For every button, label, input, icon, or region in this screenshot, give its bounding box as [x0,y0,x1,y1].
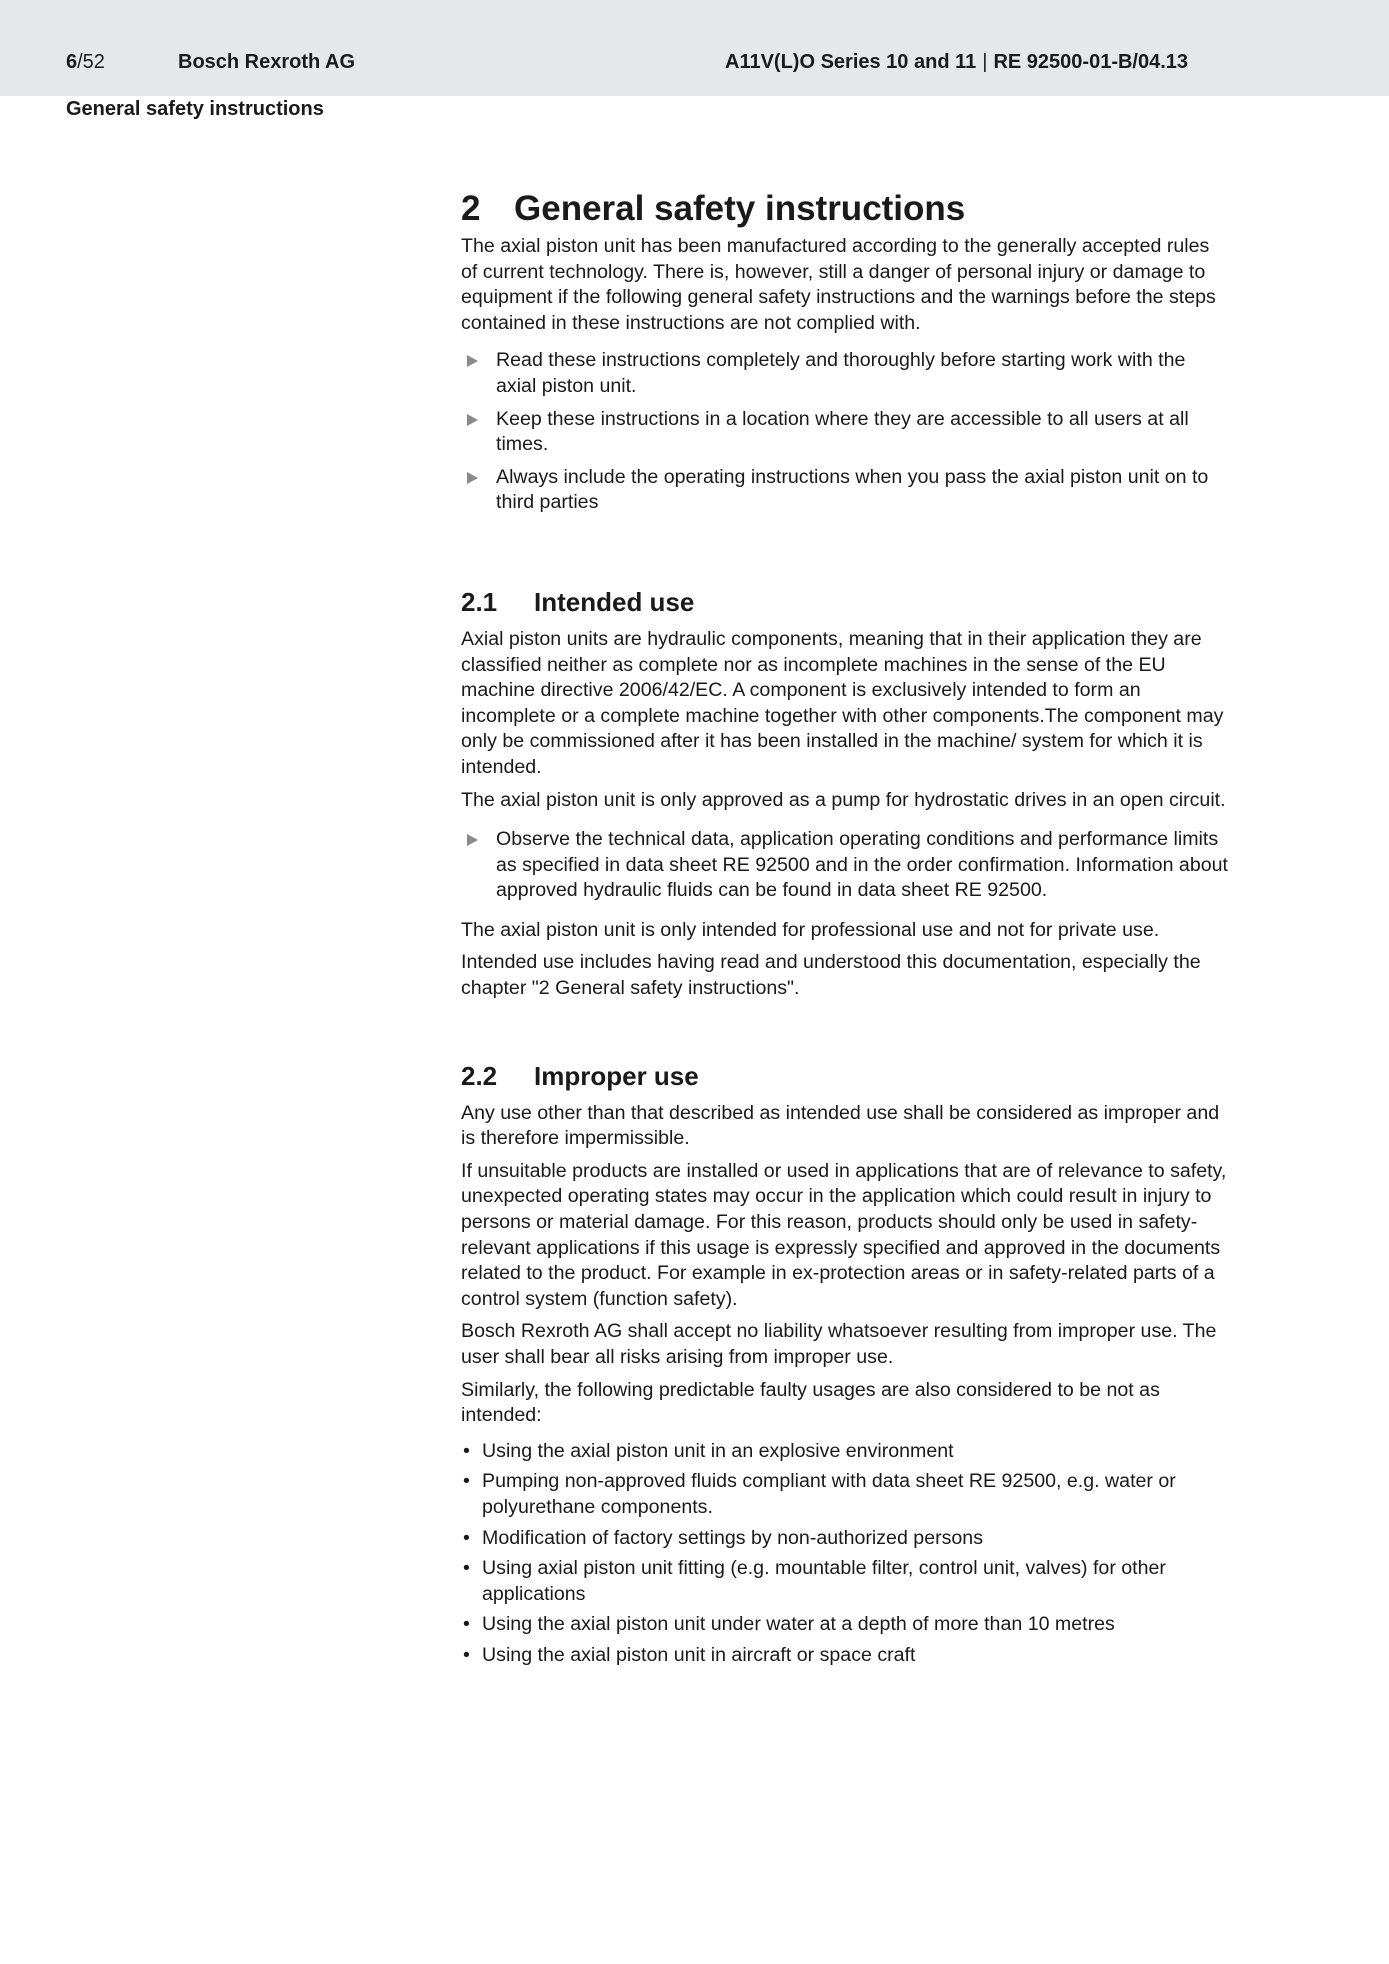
subsection-number: 2.2 [461,1060,498,1091]
bullet-icon: • [463,1470,470,1493]
list-item-text: Using the axial piston unit in aircraft or space craft [482,1643,916,1666]
subsection-number: 2.1 [461,586,498,617]
intro-paragraph: The axial piston unit has been manufactured according to the generally accepted rules of current technology. There is, however, still a danger of personal injury or damage to equipment if the following general safety instructions and the warnings before the steps contained in these instructions are not complied with. [461,235,1216,334]
list-item-text: Using axial piston unit fitting (e.g. mountable filter, control unit, valves) for other applications [482,1557,1166,1605]
bullet-icon: • [463,1643,470,1666]
header-separator: | [982,51,988,73]
list-item [461,465,1231,516]
page-total: /52 [77,51,105,73]
list-item [461,1469,1231,1520]
list-item-text: Observe the technical data, application operating conditions and performance limits as specified in data sheet RE 92500 and in the order confirmation. Information about approved hydraulic fluids can be found in data sheet RE 92500. [496,828,1228,902]
section-number: 2 [461,189,481,228]
subsection-heading [461,1059,1231,1093]
list-item-text: Modification of factory settings by non-authorized persons [482,1526,983,1549]
instruction-list [461,348,1231,516]
bullet-icon: • [463,1439,470,1462]
triangle-bullet-icon [467,414,478,426]
paragraph: Any use other than that described as intended use shall be considered as improper and is therefore impermissible. [461,1101,1220,1150]
triangle-bullet-icon [467,472,478,484]
document-number: RE 92500-01-B/04.13 [993,51,1189,73]
subsection-heading [461,585,1231,619]
paragraph: If unsuitable products are installed or used in applications that are of relevance to safety, unexpected operating states may occur in the application which could result in injury to persons or material damage. For this reason, products should only be used in safety-relevant applications if this usage is expressly specified and approved in the documents related to the product. For example in ex-protection areas or in safety-related parts of a control system (function safety). [461,1159,1227,1310]
page-number [66,50,105,74]
bullet-icon: • [463,1557,470,1580]
list-item-text: Keep these instructions in a location where they are accessible to all users at all times. [496,407,1189,456]
section-title: General safety instructions [514,189,966,228]
document-id [725,50,1188,74]
paragraph: Axial piston units are hydraulic components, meaning that in their application they are classified neither as complete nor as incomplete machines in the sense of the EU machine directive 2006/42/EC. A component is exclusively intended to form an incomplete or a complete machine together with other components.The component may only be commissioned after it has been installed in the machine/ system for which it is intended. [461,627,1224,778]
list-item [461,1643,1231,1669]
running-title: General safety instructions [66,98,324,120]
section-heading [461,188,1231,230]
faulty-usage-list [461,1439,1231,1669]
list-item [461,348,1231,399]
bullet-icon: • [463,1613,470,1636]
paragraph: Intended use includes having read and understood this documentation, especially the chapter "2 General safety instructions". [461,951,1201,1000]
subsection-title: Intended use [534,586,695,617]
list-item [461,1612,1231,1638]
list-item [461,407,1231,458]
list-item [461,827,1231,904]
subsection-title: Improper use [534,1060,699,1091]
list-item-text: Using the axial piston unit under water at a depth of more than 10 metres [482,1613,1115,1636]
page-current: 6 [66,51,78,73]
triangle-bullet-icon [467,355,478,367]
page-header [0,0,1389,96]
instruction-list [461,827,1231,904]
list-item-text: Pumping non-approved fluids compliant with data sheet RE 92500, e.g. water or polyurethane components. [482,1470,1176,1518]
list-item [461,1526,1231,1552]
paragraph: Bosch Rexroth AG shall accept no liability whatsoever resulting from improper use. The user shall bear all risks arising from improper use. [461,1320,1217,1368]
triangle-bullet-icon [467,834,478,846]
main-content [461,188,1231,1674]
list-item-text: Always include the operating instructions when you pass the axial piston unit on to third parties [496,465,1209,514]
bullet-icon: • [463,1526,470,1549]
paragraph: Similarly, the following predictable faulty usages are also considered to be not as intended: [461,1378,1160,1427]
list-item-text: Read these instructions completely and thoroughly before starting work with the axial piston unit. [496,349,1186,397]
paragraph: The axial piston unit is only approved as a pump for hydrostatic drives in an open circuit. [461,788,1226,811]
company-name: Bosch Rexroth AG [178,51,356,73]
list-item [461,1439,1231,1465]
list-item-text: Using the axial piston unit in an explosive environment [482,1439,954,1462]
paragraph: The axial piston unit is only intended for professional use and not for private use. [461,918,1160,941]
list-item [461,1556,1231,1607]
document-title: A11V(L)O Series 10 and 11 [725,51,977,73]
